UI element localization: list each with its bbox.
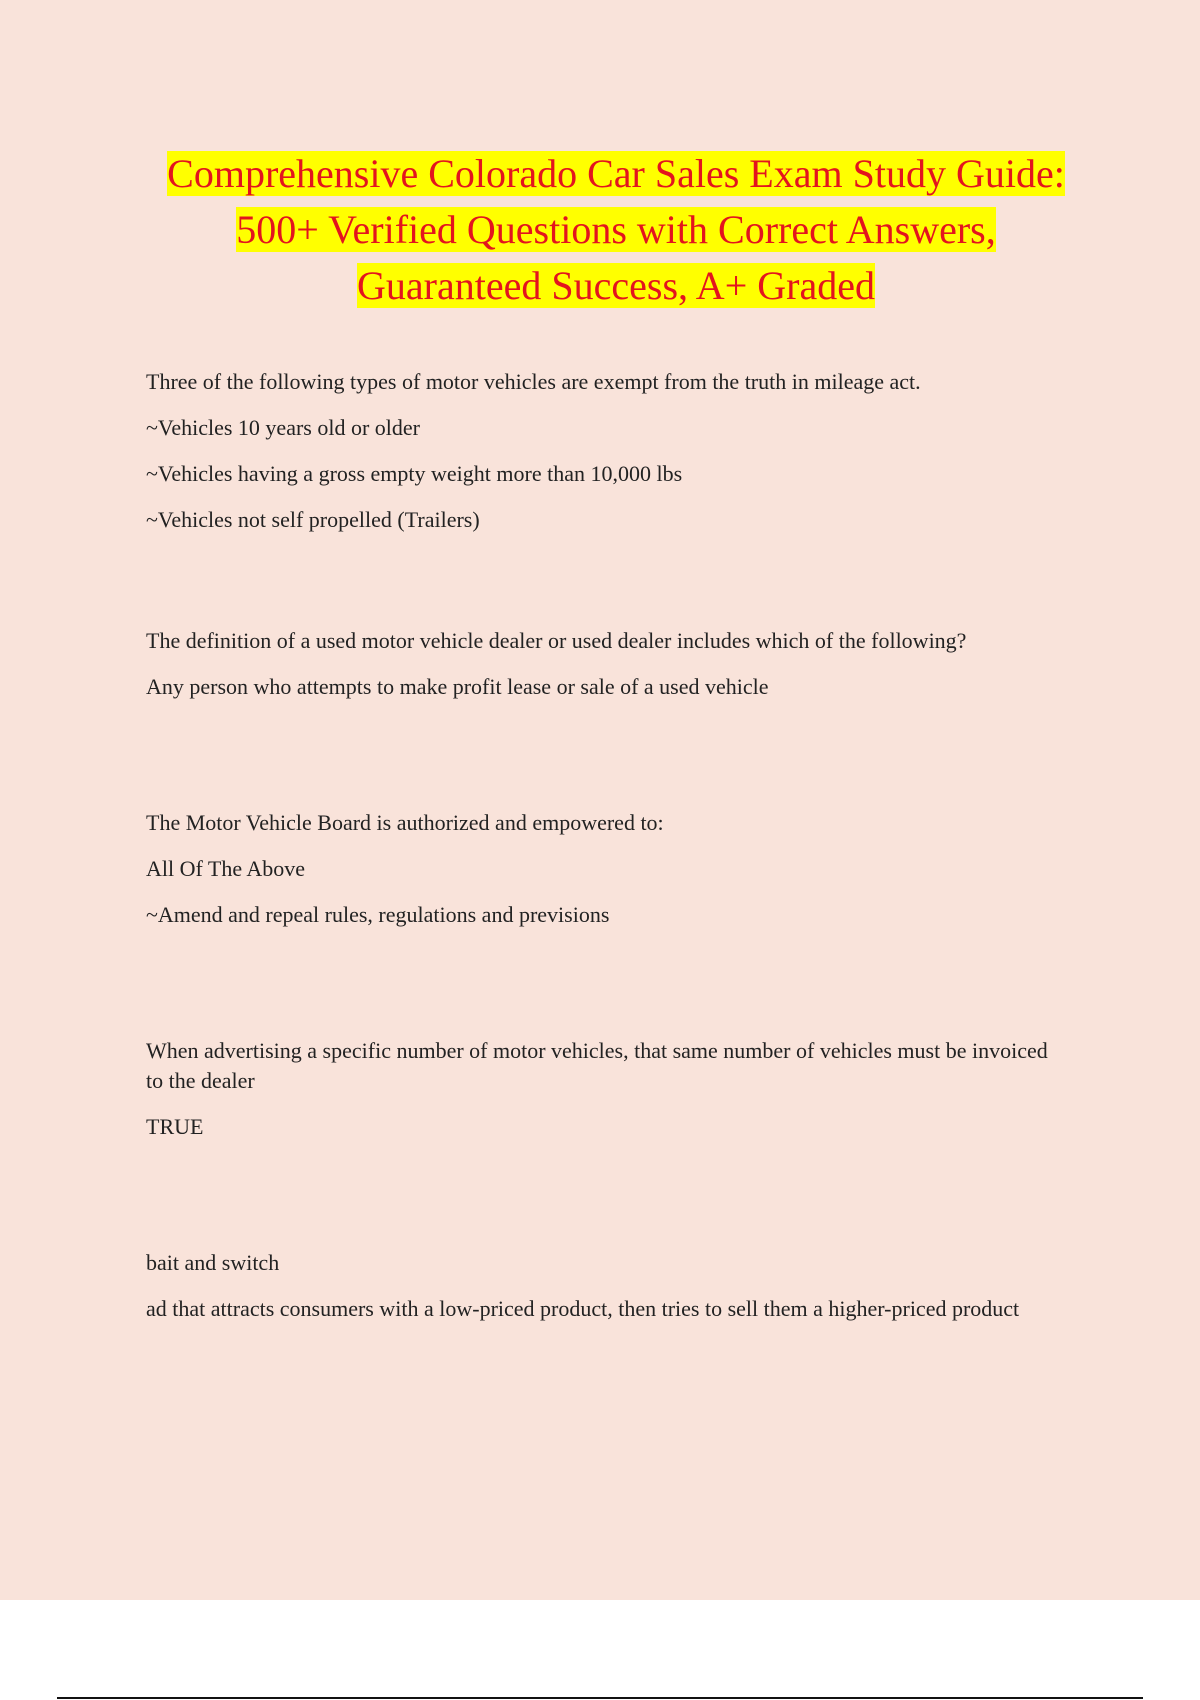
spacer	[146, 946, 1066, 1036]
spacer	[146, 718, 1066, 808]
answer-text: Any person who attempts to make profit lease or sale of a used vehicle	[146, 674, 769, 699]
qa-item	[146, 367, 1066, 535]
footer-divider	[57, 1697, 1143, 1699]
answer-text: ad that attracts consumers with a low-priced product, then tries to sell them a higher-priced product	[146, 1296, 1020, 1321]
question-text: When advertising a specific number of motor vehicles, that same number of vehicles must be invoiced to the dealer	[146, 1038, 1048, 1093]
answer-text: TRUE	[146, 1114, 204, 1139]
answer-text: ~Amend and repeal rules, regulations and previsions	[146, 902, 610, 927]
qa-item	[146, 1036, 1066, 1142]
qa-item	[146, 1248, 1066, 1324]
answer-text: ~Vehicles 10 years old or older	[146, 415, 420, 440]
question-text: The definition of a used motor vehicle dealer or used dealer includes which of the following?	[146, 628, 967, 653]
page-title	[150, 146, 1082, 314]
qa-list	[146, 367, 1066, 1340]
title-highlight: Comprehensive Colorado Car Sales Exam Study Guide: 500+ Verified Questions with Correct Answers, Guaranteed Success, A+ Graded	[167, 151, 1065, 308]
answer-text: ~Vehicles having a gross empty weight more than 10,000 lbs	[146, 461, 683, 486]
spacer	[146, 551, 1066, 626]
spacer	[146, 1158, 1066, 1248]
qa-item	[146, 626, 1066, 702]
question-text: bait and switch	[146, 1250, 280, 1275]
qa-item	[146, 808, 1066, 930]
answer-text: ~Vehicles not self propelled (Trailers)	[146, 507, 480, 532]
answer-text: All Of The Above	[146, 856, 306, 881]
question-text: Three of the following types of motor vehicles are exempt from the truth in mileage act.	[146, 369, 921, 394]
question-text: The Motor Vehicle Board is authorized and empowered to:	[146, 810, 664, 835]
